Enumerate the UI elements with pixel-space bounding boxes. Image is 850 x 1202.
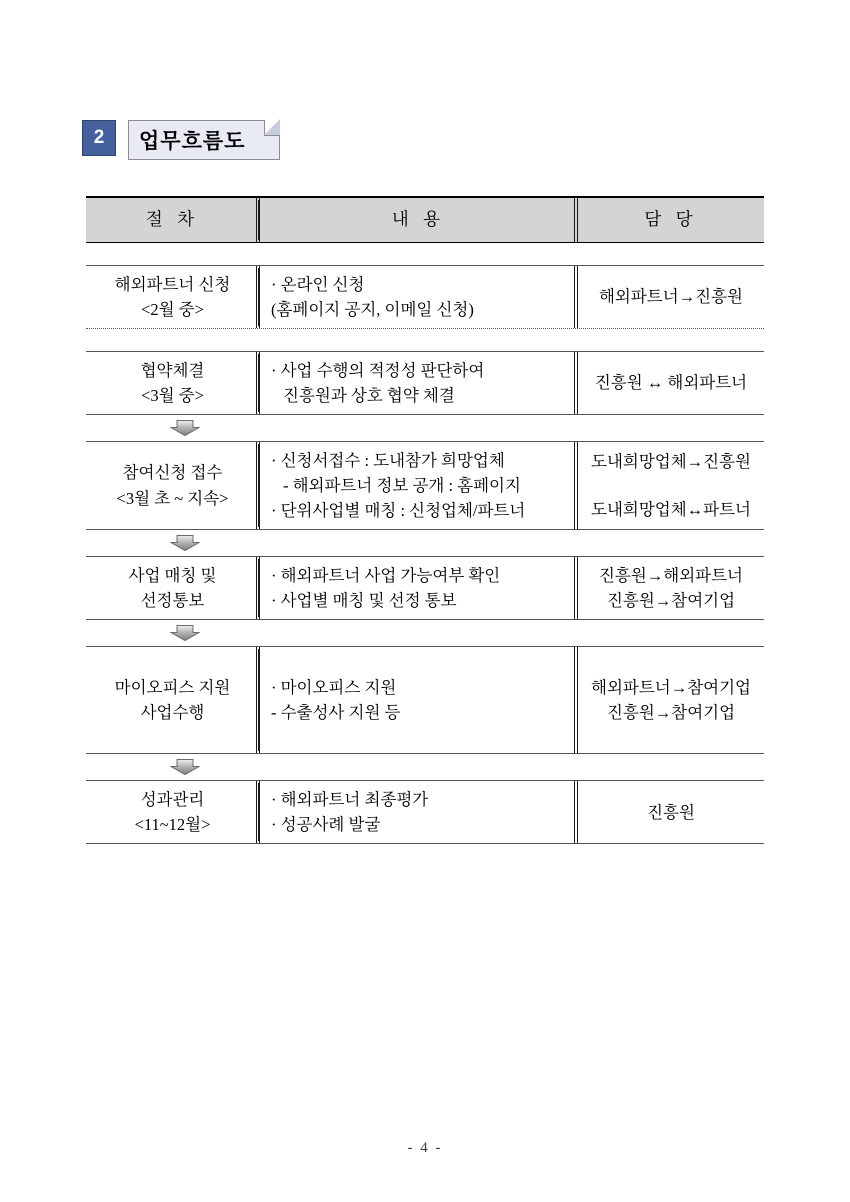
cell-procedure — [86, 266, 259, 328]
section-title-box — [128, 120, 280, 160]
text-line: 진흥원 ↔ 해외파트너 — [594, 373, 748, 393]
cell-responsible — [577, 557, 764, 619]
text-line: 성과관리 — [140, 790, 205, 810]
text-line: - 수출성사 지원 등 — [271, 703, 401, 723]
column-header-procedure: 절 차 — [145, 209, 200, 229]
cell-content — [259, 781, 577, 843]
text-line: 진흥원→해외파트너 — [598, 566, 743, 586]
text-line: · 해외파트너 사업 가능여부 확인 — [271, 566, 501, 586]
page-title: 업무흐름도 — [139, 130, 246, 153]
cell-content — [259, 442, 577, 529]
text-line: 사업 매칭 및 — [128, 566, 217, 586]
table-row — [86, 646, 764, 754]
text-line: 협약체결 — [140, 360, 205, 380]
down-arrow-icon — [170, 535, 200, 552]
text-line: · 사업별 매칭 및 선정 통보 — [271, 591, 457, 611]
cell-procedure — [86, 781, 259, 843]
cell-content — [259, 266, 577, 328]
text-line: <11~12월> — [134, 815, 211, 835]
table-row — [86, 780, 764, 844]
row-gap-3 — [86, 415, 764, 441]
text-line: <3월 초 ~ 지속> — [116, 488, 229, 508]
cell-responsible — [577, 442, 764, 529]
column-header-responsible: 담 당 — [577, 198, 764, 242]
column-header-content: 내 용 — [259, 198, 577, 242]
section-heading — [82, 120, 280, 160]
down-arrow-icon — [170, 419, 200, 436]
text-line: 진흥원→참여기업 — [606, 591, 736, 611]
text-line: · 마이오피스 지원 — [271, 678, 397, 698]
cell-procedure — [86, 352, 259, 414]
text-line: - 해외파트너 정보 공개 : 홈페이지 — [283, 475, 521, 495]
text-line: · 단위사업별 매칭 : 신청업체/파트너 — [271, 501, 526, 521]
text-line: · 해외파트너 최종평가 — [271, 790, 429, 810]
table-row — [86, 441, 764, 530]
cell-responsible — [577, 352, 764, 414]
page-fold-corner-icon — [264, 120, 280, 136]
text-line: · 사업 수행의 적정성 판단하여 — [271, 360, 485, 380]
table-row — [86, 351, 764, 415]
text-line: 진흥원 — [647, 802, 695, 822]
text-line: · 신청서접수 : 도내참가 희망업체 — [271, 450, 505, 470]
text-line: 마이오피스 지원 — [114, 678, 231, 698]
text-line: 도내희망업체→진흥원 — [591, 452, 751, 472]
cell-responsible — [577, 781, 764, 843]
cell-procedure — [86, 647, 259, 753]
text-line: <2월 중> — [141, 299, 204, 319]
text-line: 사업수행 — [140, 703, 205, 723]
text-line: · 온라인 신청 — [271, 274, 365, 294]
text-line: (홈페이지 공지, 이메일 신청) — [271, 299, 474, 319]
text-line: <3월 중> — [141, 385, 204, 405]
text-line: 도내희망업체↔파트너 — [591, 499, 751, 519]
cell-responsible — [577, 266, 764, 328]
cell-procedure — [86, 557, 259, 619]
text-line: 해외파트너→참여기업 — [591, 678, 751, 698]
row-gap-5 — [86, 620, 764, 646]
text-line: 진흥원→참여기업 — [606, 703, 736, 723]
cell-content — [259, 352, 577, 414]
row-gap-6 — [86, 754, 764, 780]
text-line: 해외파트너 신청 — [114, 274, 231, 294]
down-arrow-icon — [170, 625, 200, 642]
cell-procedure — [86, 442, 259, 529]
table-row — [86, 265, 764, 329]
cell-content — [259, 647, 577, 753]
page-footer: - 4 - — [407, 1140, 443, 1156]
down-arrow-icon — [170, 759, 200, 776]
text-line: 진흥원과 상호 협약 체결 — [283, 385, 455, 405]
text-line: 참여신청 접수 — [122, 463, 223, 483]
row-gap-4 — [86, 530, 764, 556]
text-line: 해외파트너→진흥원 — [598, 287, 743, 307]
table-header-row — [86, 196, 764, 243]
table-row — [86, 556, 764, 620]
cell-responsible — [577, 647, 764, 753]
cell-content — [259, 557, 577, 619]
row-gap-1 — [86, 243, 764, 265]
text-line: 선정통보 — [140, 591, 205, 611]
text-line: · 성공사례 발굴 — [271, 815, 381, 835]
workflow-table — [86, 196, 764, 844]
section-number-badge: 2 — [82, 120, 116, 156]
row-gap-2 — [86, 329, 764, 351]
